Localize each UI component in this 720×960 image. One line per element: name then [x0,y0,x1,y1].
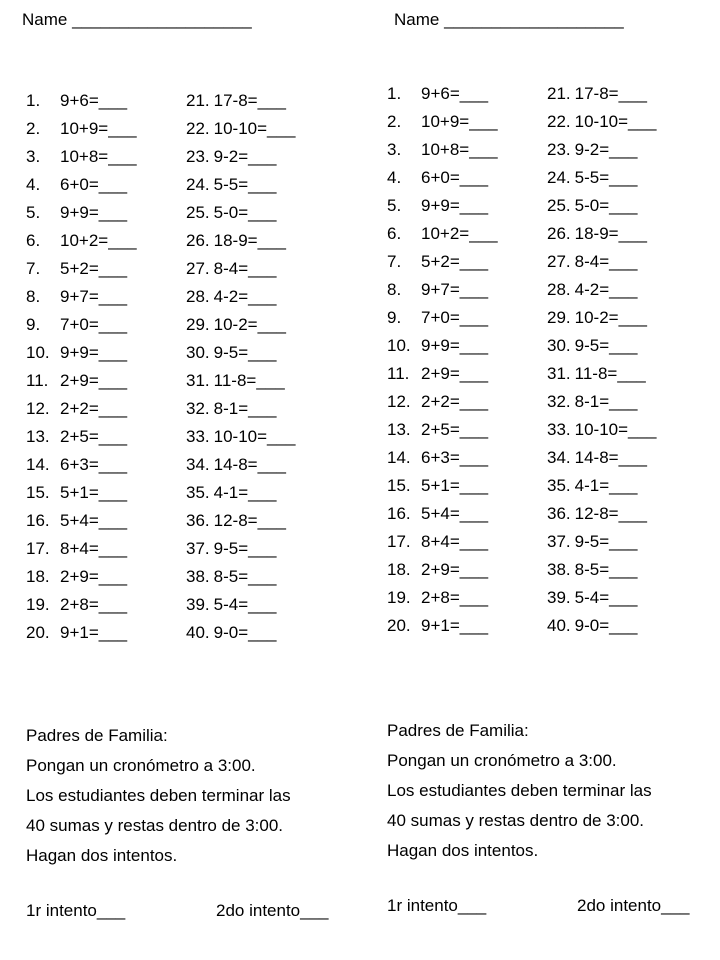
problem-item[interactable] [186,143,295,171]
problem-item[interactable] [387,472,498,500]
problem-item[interactable] [547,248,656,276]
problem-text: 9+6=___ [60,91,128,110]
problem-number: 4. [387,168,402,187]
problem-number: 33. [186,427,210,446]
problem-number: 23. [547,140,571,159]
problem-item[interactable] [186,479,295,507]
problem-item[interactable] [26,143,137,171]
problem-text: 6+3=___ [60,455,128,474]
problem-item[interactable] [547,276,656,304]
problem-item[interactable] [547,360,656,388]
problem-text: 5-4=___ [213,595,277,614]
problem-number: 7. [387,252,402,271]
problem-number: 36. [186,511,210,530]
problem-number: 20. [387,616,411,635]
problem-item[interactable] [387,276,498,304]
problem-item[interactable] [26,619,137,647]
problem-item[interactable] [547,528,656,556]
problem-item[interactable] [547,192,656,220]
problem-number: 7. [26,259,41,278]
problem-number: 14. [26,455,50,474]
problem-number: 25. [186,203,210,222]
problem-number: 32. [547,392,571,411]
problem-text: 9-5=___ [574,336,638,355]
problem-item[interactable] [186,311,295,339]
problem-text: 2+8=___ [421,588,489,607]
problem-number: 5. [26,203,41,222]
problem-item[interactable] [387,612,498,640]
problem-number: 19. [26,595,50,614]
problem-text: 17-8=___ [574,84,647,103]
problem-item[interactable] [387,332,498,360]
problem-text: 9+7=___ [60,287,128,306]
problem-item[interactable] [387,192,498,220]
problem-item[interactable] [186,451,295,479]
problem-item[interactable] [186,227,295,255]
name-line: Name ___________________ [394,10,624,29]
problem-item[interactable] [26,395,137,423]
problem-item[interactable] [387,80,498,108]
problem-number: 26. [547,224,571,243]
problem-text: 9-5=___ [213,343,277,362]
problem-number: 37. [547,532,571,551]
problem-text: 10+2=___ [60,231,137,250]
problem-number: 31. [547,364,571,383]
problem-text: 10-10=___ [574,420,657,439]
problem-text: 18-9=___ [213,231,286,250]
problem-text: 10+9=___ [421,112,498,131]
problem-text: 9+9=___ [421,196,489,215]
problem-number: 40. [547,616,571,635]
note-line: Pongan un cronómetro a 3:00. [387,751,617,770]
note-line: 40 sumas y restas dentro de 3:00. [387,811,645,830]
problem-number: 22. [186,119,210,138]
problem-text: 9+1=___ [60,623,128,642]
addition-column [26,87,137,647]
problem-text: 9-2=___ [213,147,277,166]
problem-item[interactable] [186,115,295,143]
problem-text: 9+1=___ [421,616,489,635]
problem-number: 10. [387,336,411,355]
problem-text: 5+2=___ [421,252,489,271]
problem-text: 8-5=___ [574,560,638,579]
problem-item[interactable] [387,528,498,556]
problem-number: 9. [387,308,402,327]
problem-text: 9-5=___ [213,539,277,558]
problem-number: 39. [547,588,571,607]
problem-item[interactable] [186,171,295,199]
problem-item[interactable] [387,248,498,276]
problem-text: 5-5=___ [213,175,277,194]
problem-number: 36. [547,504,571,523]
problem-number: 18. [387,560,411,579]
problem-item[interactable] [547,416,656,444]
name-line: Name ___________________ [22,10,252,29]
problem-number: 30. [186,343,210,362]
problem-text: 4-1=___ [574,476,638,495]
problem-number: 38. [547,560,571,579]
problem-item[interactable] [387,584,498,612]
first-attempt-field[interactable]: 1r intento___ [387,896,487,915]
problem-item[interactable] [26,535,137,563]
problem-item[interactable] [547,108,656,136]
problem-text: 9-2=___ [574,140,638,159]
problem-item[interactable] [387,164,498,192]
problem-text: 9+6=___ [421,84,489,103]
problem-text: 10-2=___ [213,315,286,334]
problem-text: 9-5=___ [574,532,638,551]
first-attempt-field[interactable]: 1r intento___ [26,901,126,920]
problem-item[interactable] [547,220,656,248]
problem-text: 8+4=___ [60,539,128,558]
problem-item[interactable] [186,591,295,619]
problem-number: 20. [26,623,50,642]
problem-text: 2+5=___ [60,427,128,446]
problem-text: 17-8=___ [213,91,286,110]
problem-number: 19. [387,588,411,607]
problem-item[interactable] [26,451,137,479]
problem-item[interactable] [387,220,498,248]
problem-number: 1. [26,91,41,110]
problem-text: 4-2=___ [574,280,638,299]
problem-text: 12-8=___ [213,511,286,530]
problem-text: 10+2=___ [421,224,498,243]
problem-number: 13. [26,427,50,446]
problem-item[interactable] [547,500,656,528]
problem-number: 34. [547,448,571,467]
problem-item[interactable] [186,367,295,395]
problem-text: 14-8=___ [574,448,647,467]
problem-text: 10-10=___ [213,119,296,138]
attempts-row [387,893,717,919]
problem-item[interactable] [186,535,295,563]
problem-item[interactable] [26,283,137,311]
problem-text: 5+4=___ [421,504,489,523]
problem-number: 29. [547,308,571,327]
problem-text: 5-0=___ [213,203,277,222]
problem-text: 6+3=___ [421,448,489,467]
problem-number: 2. [26,119,41,138]
subtraction-column [186,87,295,647]
problem-item[interactable] [387,500,498,528]
problem-text: 9+7=___ [421,280,489,299]
problem-number: 21. [186,91,210,110]
problem-item[interactable] [547,332,656,360]
problem-number: 37. [186,539,210,558]
problem-item[interactable] [26,115,137,143]
parent-note [387,716,652,866]
problem-item[interactable] [186,283,295,311]
problem-text: 2+8=___ [60,595,128,614]
problem-item[interactable] [26,591,137,619]
problem-item[interactable] [26,339,137,367]
problem-text: 5+4=___ [60,511,128,530]
problem-text: 5-0=___ [574,196,638,215]
problem-number: 14. [387,448,411,467]
problem-text: 8-4=___ [574,252,638,271]
problem-number: 3. [26,147,41,166]
problem-number: 32. [186,399,210,418]
problem-item[interactable] [547,388,656,416]
problem-text: 7+0=___ [421,308,489,327]
note-line: 40 sumas y restas dentro de 3:00. [26,816,284,835]
problem-text: 8-4=___ [213,259,277,278]
problem-number: 6. [387,224,402,243]
problem-number: 33. [547,420,571,439]
problem-number: 11. [26,371,49,390]
problem-number: 26. [186,231,210,250]
parent-note [26,721,291,871]
problem-item[interactable] [547,472,656,500]
problem-text: 10+9=___ [60,119,137,138]
problem-item[interactable] [547,80,656,108]
problem-number: 28. [186,287,210,306]
problem-number: 34. [186,455,210,474]
problem-number: 23. [186,147,210,166]
problem-number: 9. [26,315,41,334]
problem-text: 10-2=___ [574,308,647,327]
problem-number: 35. [186,483,210,502]
note-line: Hagan dos intentos. [387,841,539,860]
problem-text: 8-5=___ [213,567,277,586]
problem-item[interactable] [26,171,137,199]
problem-item[interactable] [26,255,137,283]
problem-number: 6. [26,231,41,250]
problem-item[interactable] [26,311,137,339]
problem-number: 27. [186,259,210,278]
problem-text: 2+9=___ [60,371,128,390]
problem-number: 13. [387,420,411,439]
problem-number: 18. [26,567,50,586]
problem-item[interactable] [387,556,498,584]
problem-item[interactable] [26,479,137,507]
problem-number: 15. [26,483,50,502]
problem-item[interactable] [387,444,498,472]
problem-text: 11-8=___ [213,371,285,390]
problem-text: 2+2=___ [421,392,489,411]
problem-item[interactable] [547,304,656,332]
note-line: Pongan un cronómetro a 3:00. [26,756,256,775]
problem-number: 8. [387,280,402,299]
problem-number: 24. [186,175,210,194]
problem-number: 35. [547,476,571,495]
problem-text: 8-1=___ [574,392,638,411]
problem-text: 6+0=___ [60,175,128,194]
note-line: Padres de Familia: [26,726,168,745]
note-line: Los estudiantes deben terminar las [387,781,652,800]
problem-item[interactable] [186,619,295,647]
problem-number: 11. [387,364,410,383]
problem-item[interactable] [387,388,498,416]
second-attempt-field[interactable]: 2do intento___ [216,901,329,920]
note-line: Los estudiantes deben terminar las [26,786,291,805]
problem-number: 22. [547,112,571,131]
problem-text: 9-0=___ [213,623,277,642]
problem-item[interactable] [26,507,137,535]
problem-text: 5+2=___ [60,259,128,278]
problem-text: 8-1=___ [213,399,277,418]
problem-item[interactable] [186,339,295,367]
problem-text: 10+8=___ [60,147,137,166]
problem-number: 17. [387,532,411,551]
problem-number: 24. [547,168,571,187]
problem-text: 5+1=___ [60,483,128,502]
problem-item[interactable] [26,227,137,255]
problem-item[interactable] [547,136,656,164]
problem-text: 2+2=___ [60,399,128,418]
problem-text: 6+0=___ [421,168,489,187]
problem-number: 1. [387,84,402,103]
problem-text: 4-2=___ [213,287,277,306]
problem-text: 2+9=___ [421,560,489,579]
problem-number: 40. [186,623,210,642]
problem-item[interactable] [387,416,498,444]
problem-item[interactable] [547,584,656,612]
attempts-row [26,898,356,924]
problem-text: 8+4=___ [421,532,489,551]
problem-number: 39. [186,595,210,614]
problem-number: 12. [387,392,411,411]
problem-number: 5. [387,196,402,215]
problem-number: 38. [186,567,210,586]
problem-number: 4. [26,175,41,194]
problem-text: 5-5=___ [574,168,638,187]
problem-text: 9-0=___ [574,616,638,635]
problem-item[interactable] [547,164,656,192]
problem-item[interactable] [387,360,498,388]
problem-item[interactable] [547,444,656,472]
problem-text: 2+9=___ [60,567,128,586]
problem-item[interactable] [186,395,295,423]
problem-item[interactable] [26,87,137,115]
problem-number: 16. [26,511,50,530]
problem-number: 29. [186,315,210,334]
problem-item[interactable] [186,199,295,227]
problem-text: 10-10=___ [574,112,657,131]
problem-item[interactable] [26,563,137,591]
note-line: Hagan dos intentos. [26,846,178,865]
problem-item[interactable] [26,367,137,395]
problem-item[interactable] [387,108,498,136]
problem-item[interactable] [547,612,656,640]
problem-number: 2. [387,112,402,131]
problem-number: 10. [26,343,50,362]
problem-item[interactable] [387,136,498,164]
problem-number: 16. [387,504,411,523]
problem-item[interactable] [547,556,656,584]
problem-text: 5+1=___ [421,476,489,495]
problem-text: 5-4=___ [574,588,638,607]
problem-text: 18-9=___ [574,224,647,243]
problem-number: 17. [26,539,50,558]
problem-text: 10+8=___ [421,140,498,159]
problem-text: 4-1=___ [213,483,277,502]
problem-text: 2+9=___ [421,364,489,383]
addition-column [387,80,498,640]
problem-number: 8. [26,287,41,306]
second-attempt-field[interactable]: 2do intento___ [577,896,690,915]
problem-text: 10-10=___ [213,427,296,446]
problem-item[interactable] [186,87,295,115]
problem-number: 28. [547,280,571,299]
problem-number: 30. [547,336,571,355]
problem-text: 2+5=___ [421,420,489,439]
problem-number: 25. [547,196,571,215]
problem-text: 9+9=___ [60,203,128,222]
subtraction-column [547,80,656,640]
problem-item[interactable] [186,563,295,591]
problem-text: 9+9=___ [60,343,128,362]
problem-item[interactable] [186,423,295,451]
problem-text: 14-8=___ [213,455,286,474]
problem-text: 11-8=___ [574,364,646,383]
problem-number: 21. [547,84,571,103]
problem-number: 31. [186,371,210,390]
problem-number: 12. [26,399,50,418]
problem-item[interactable] [387,304,498,332]
problem-text: 9+9=___ [421,336,489,355]
problem-item[interactable] [26,423,137,451]
problem-number: 27. [547,252,571,271]
problem-item[interactable] [26,199,137,227]
worksheet-right [361,0,720,960]
note-line: Padres de Familia: [387,721,529,740]
problem-item[interactable] [186,507,295,535]
problem-number: 3. [387,140,402,159]
problem-number: 15. [387,476,411,495]
problem-text: 12-8=___ [574,504,647,523]
problem-item[interactable] [186,255,295,283]
problem-text: 7+0=___ [60,315,128,334]
